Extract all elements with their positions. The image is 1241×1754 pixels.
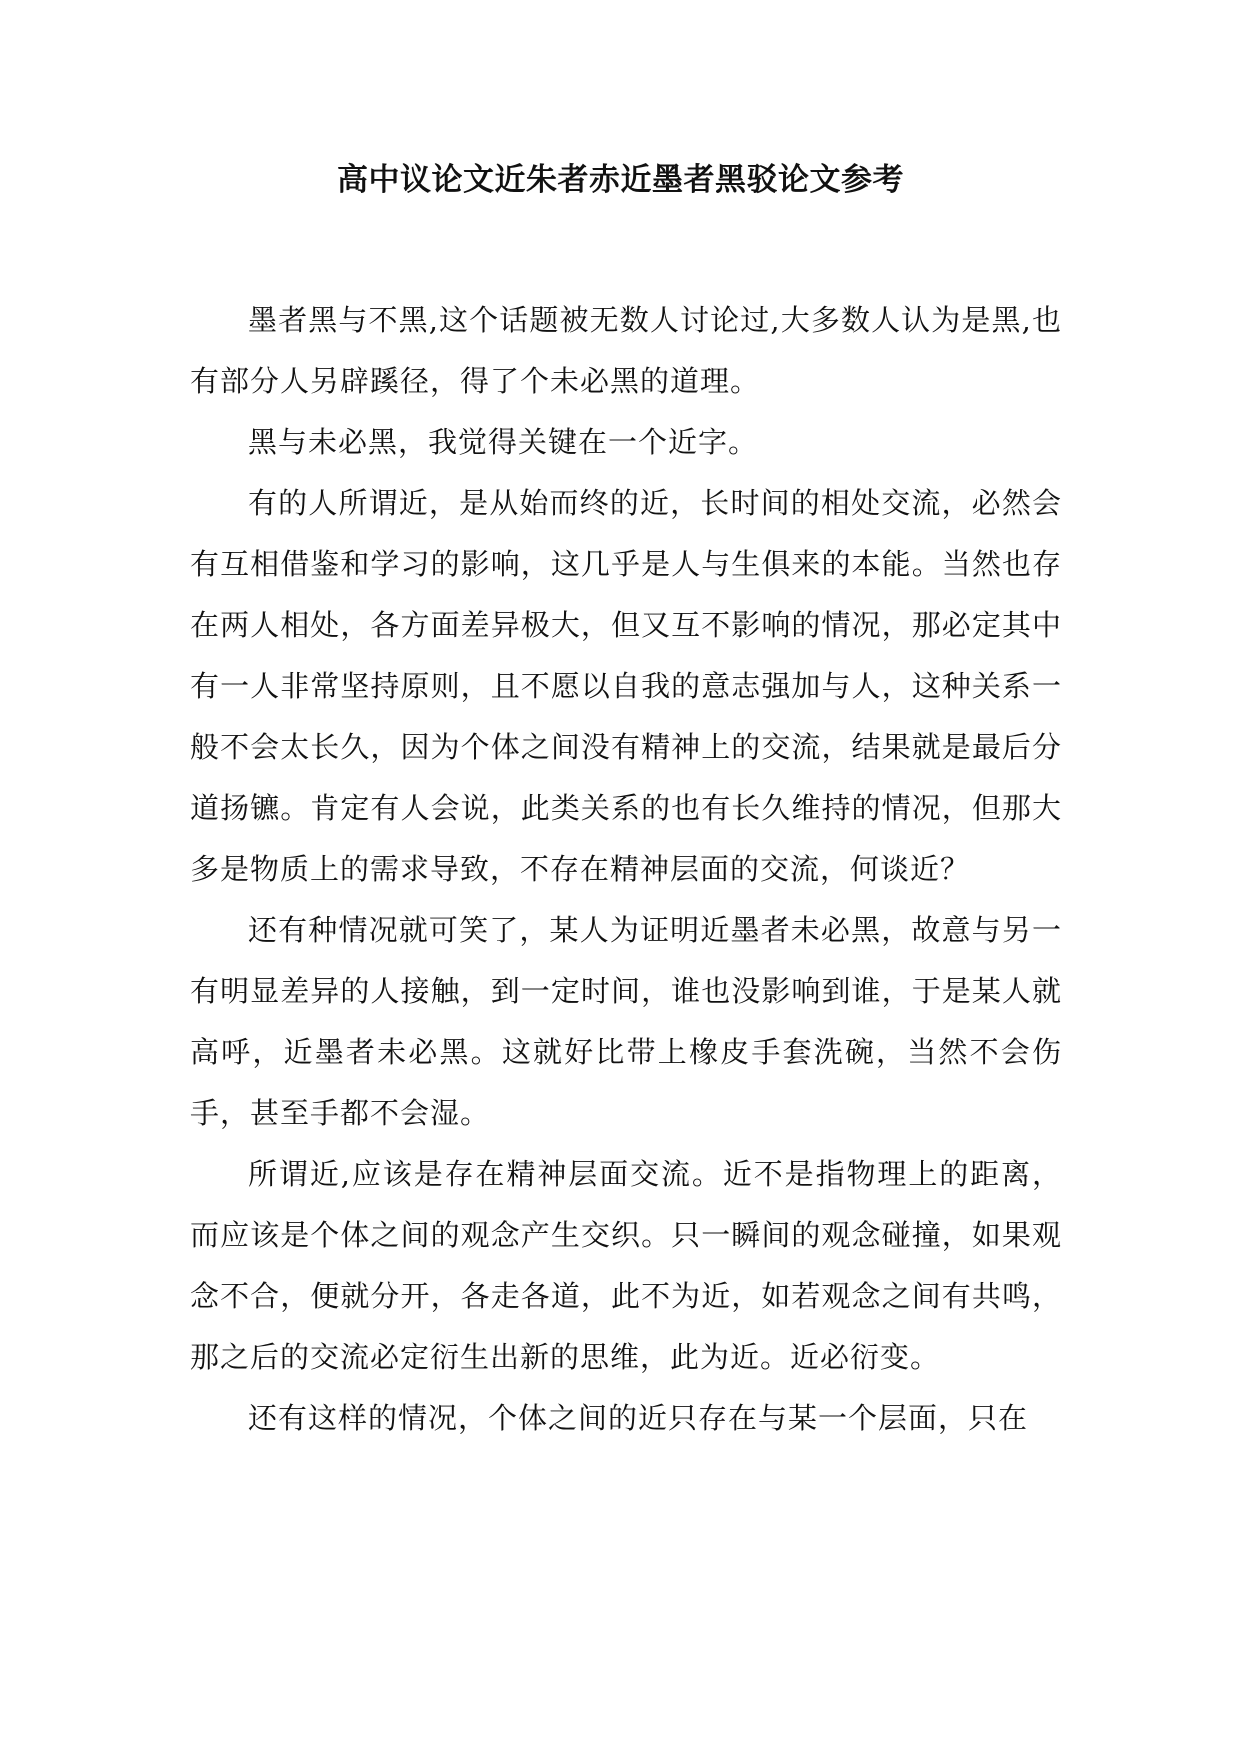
- document-title: 高中议论文近朱者赤近墨者黑驳论文参考: [337, 162, 904, 198]
- paragraph-6: 还有这样的情况，个体之间的近只存在与某一个层面，只在: [248, 1401, 1029, 1435]
- document-body: [190, 290, 1062, 1449]
- paragraph-1: 墨者黑与不黑,这个话题被无数人讨论过,大多数人认为是黑,也有部分人另辟蹊径，得了个未必黑的道理。: [190, 303, 1062, 398]
- paragraph-4: 还有种情况就可笑了，某人为证明近墨者未必黑，故意与另一有明显差异的人接触，到一定时间，谁也没影响到谁，于是某人就高呼，近墨者未必黑。这就好比带上橡皮手套洗碗，当然不会伤手，甚至手都不会湿。: [190, 913, 1062, 1130]
- paragraph-3: 有的人所谓近，是从始而终的近，长时间的相处交流，必然会有互相借鉴和学习的影响，这几乎是人与生俱来的本能。当然也存在两人相处，各方面差异极大，但又互不影响的情况，那必定其中有一人非常坚持原则，且不愿以自我的意志强加与人，这种关系一般不会太长久，因为个体之间没有精神上的交流，结果就是最后分道扬镳。肯定有人会说，此类关系的也有长久维持的情况，但那大多是物质上的需求导致，不存在精神层面的交流，何谈近？: [190, 486, 1062, 886]
- paragraph-5: 所谓近,应该是存在精神层面交流。近不是指物理上的距离，而应该是个体之间的观念产生交织。只一瞬间的观念碰撞，如果观念不合，便就分开，各走各道，此不为近，如若观念之间有共鸣，那之后的交流必定衍生出新的思维，此为近。近必衍变。: [190, 1157, 1062, 1374]
- paragraph-2: 黑与未必黑，我觉得关键在一个近字。: [248, 425, 759, 459]
